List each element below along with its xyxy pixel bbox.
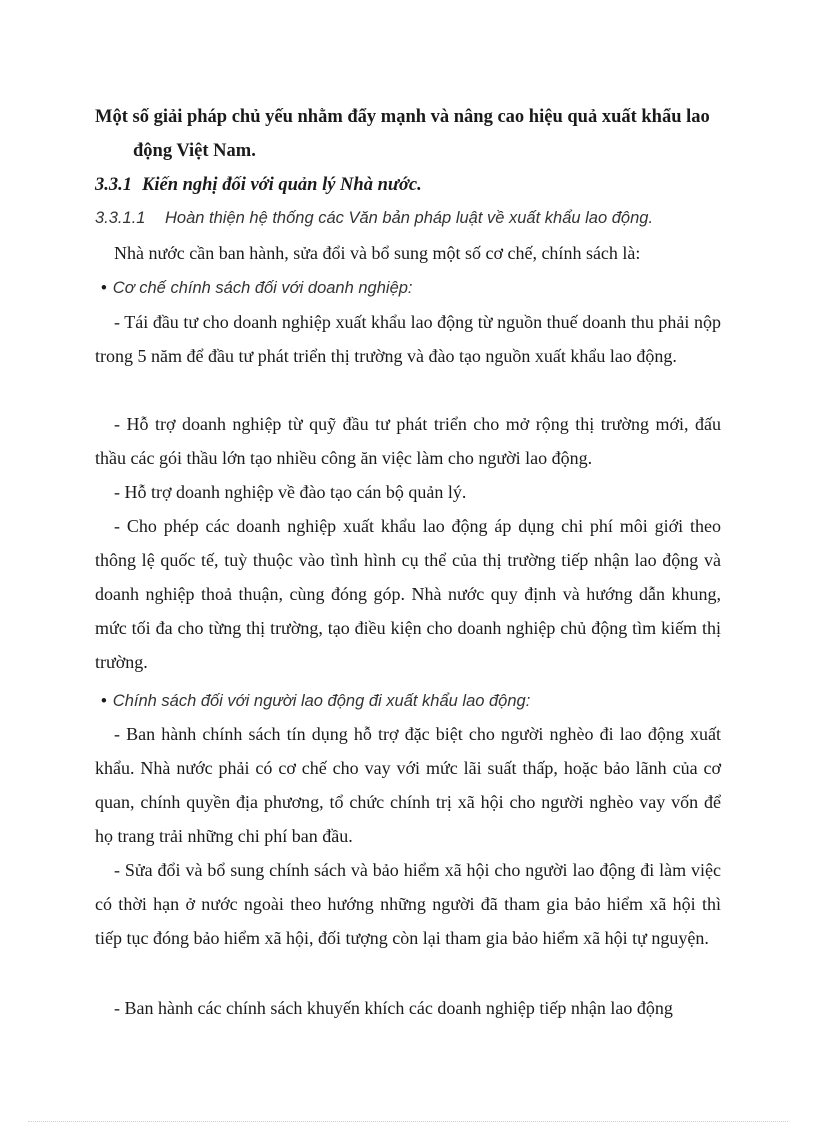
list-item: - Hỗ trợ doanh nghiệp từ quỹ đầu tư phát triển cho mở rộng thị trường mới, đấu thầu các gói thầu lớn tạo nhiều công ăn việc làm cho người lao động. <box>95 414 721 468</box>
intro-paragraph: Nhà nước cần ban hành, sửa đổi và bổ sung một số cơ chế, chính sách là: <box>114 243 641 263</box>
list-item: - Ban hành chính sách tín dụng hỗ trợ đặc biệt cho người nghèo đi lao động xuất khẩu. Nhà nước phải có cơ chế cho vay với mức lãi suất thấp, hoặc bảo lãnh của cơ quan, chính quyền địa phương, tổ chức chính trị xã hội cho người nghèo vay vốn để họ trang trải những chi phí ban đầu. <box>95 724 721 846</box>
bullet-title: Cơ chế chính sách đối với doanh nghiệp: <box>112 279 413 297</box>
list-item: - Sửa đổi và bổ sung chính sách và bảo hiểm xã hội cho người lao động đi làm việc có thời hạn ở nước ngoài theo hướng những người đã tham gia bảo hiểm xã hội thì tiếp tục đóng bảo hiểm xã hội, đối tượng còn lại tham gia bảo hiểm xã hội tự nguyện. <box>95 860 721 948</box>
list-item: - Cho phép các doanh nghiệp xuất khẩu lao động áp dụng chi phí môi giới theo thông lệ quốc tế, tuỳ thuộc vào tình hình cụ thể của thị trường tiếp nhận lao động và doanh nghiệp thoả thuận, cùng đóng góp. Nhà nước quy định và hướng dẫn khung, mức tối đa cho từng thị trường, tạo điều kiện cho doanh nghiệp chủ động tìm kiếm thị trường. <box>95 516 721 672</box>
bullet-dot-icon: • <box>101 279 107 297</box>
bullet-heading-workers <box>101 687 721 715</box>
bullet-dot-icon: • <box>101 692 107 710</box>
subsection-heading <box>95 204 735 232</box>
subsection-number: 3.3.1.1 <box>95 209 146 227</box>
heading-line-1: Một số giải pháp chủ yếu nhằm đẩy mạnh và nâng cao hiệu quả xuất khẩu lao <box>95 107 710 127</box>
list-item: - Hỗ trợ doanh nghiệp về đào tạo cán bộ quản lý. <box>114 482 467 502</box>
list-item: - Tái đầu tư cho doanh nghiệp xuất khẩu lao động từ nguồn thuế doanh thu phải nộp trong 5 năm để đầu tư phát triển thị trường và đào tạo nguồn xuất khẩu lao động. <box>95 312 721 366</box>
section-number: 3.3.1 <box>95 175 132 195</box>
list-item: - Ban hành các chính sách khuyến khích các doanh nghiệp tiếp nhận lao động <box>114 998 673 1018</box>
document-heading <box>95 100 735 168</box>
section-heading <box>95 171 735 199</box>
bullet-heading-enterprise <box>101 274 721 302</box>
heading-line-2: động Việt Nam. <box>133 141 256 161</box>
bullet-title: Chính sách đối với người lao động đi xuất khẩu lao động: <box>112 692 531 710</box>
subsection-title: Hoàn thiện hệ thống các Văn bản pháp luật về xuất khẩu lao động. <box>165 209 654 227</box>
section-title: Kiến nghị đối với quản lý Nhà nước. <box>142 175 422 195</box>
page-bottom-divider <box>28 1121 788 1122</box>
